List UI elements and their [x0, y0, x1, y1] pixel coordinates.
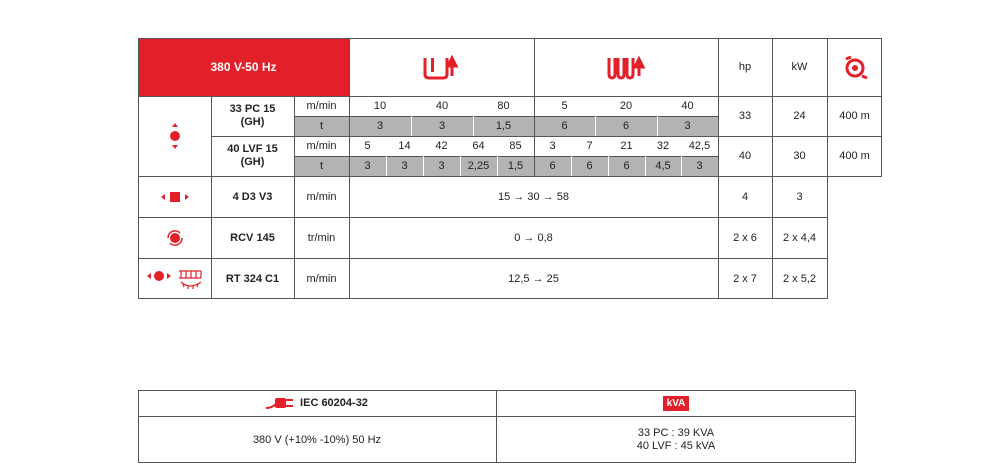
- hoist1-load-b1: 6: [534, 116, 595, 136]
- grid-line: [497, 156, 498, 176]
- hoist2-kw: 30: [793, 150, 806, 162]
- grid-line: [645, 156, 646, 176]
- hoist2-speed-a3: 42: [435, 140, 448, 152]
- travel-kw: 3: [796, 190, 803, 203]
- hoist1-speed-b1: 5: [561, 100, 568, 112]
- trolley-unit: m/min: [306, 272, 337, 285]
- hoist1-cable: 400 m: [839, 110, 870, 122]
- hoist2-speed-b1: 3: [549, 140, 556, 152]
- travel-speeds: 15 → 30 → 58: [498, 190, 569, 203]
- grid-line: [138, 96, 882, 97]
- hoist2-load-b3: 6: [608, 156, 645, 176]
- arrow-right-icon: →: [539, 190, 557, 203]
- grid-line: [608, 156, 609, 176]
- hoist2-speed-a2: 14: [398, 140, 411, 152]
- hoist2-speed-b3: 21: [620, 140, 633, 152]
- hoist2-unit-speed: m/min: [306, 140, 337, 152]
- grid-line: [534, 38, 535, 176]
- hoist1-speed-b2: 20: [619, 100, 633, 112]
- multi-hoist-lifting-header: [534, 38, 718, 96]
- grid-line: [718, 38, 719, 299]
- hoist2-load-b4: 4,5: [645, 156, 681, 176]
- power-supply: 380 V (+10% -10%) 50 Hz: [252, 433, 382, 446]
- kva-header: [496, 390, 856, 416]
- trolley-travel-icon: [147, 268, 203, 290]
- grid-line: [138, 416, 856, 417]
- kva-badge: kVA: [663, 396, 690, 411]
- trolley-speeds: 12,5 → 25: [508, 272, 559, 285]
- grid-line: [473, 116, 474, 136]
- travel-hp: 4: [741, 190, 749, 203]
- hoist1-load-a2: 3: [411, 116, 473, 136]
- grid-line: [423, 156, 424, 176]
- kw-header: kW: [791, 61, 808, 73]
- hoist2-load-a2: 3: [386, 156, 423, 176]
- grid-line: [138, 298, 827, 299]
- rotation-model: RCV 145: [230, 231, 275, 244]
- grid-line: [349, 38, 350, 299]
- hoist1-load-b2: 6: [595, 116, 657, 136]
- rotation-hp: 2 x 6: [733, 231, 757, 244]
- grid-line: [657, 116, 658, 136]
- grid-line: [138, 390, 856, 391]
- arrow-right-icon: →: [529, 272, 547, 285]
- grid-line: [460, 156, 461, 176]
- hoist2-load-b5: 3: [681, 156, 718, 176]
- grid-line: [855, 390, 856, 463]
- grid-line: [138, 217, 827, 218]
- hoist2-cable: 400 m: [839, 150, 870, 162]
- grid-line: [138, 38, 139, 299]
- grid-line: [211, 136, 882, 137]
- hoist2-speed-a1: 5: [364, 140, 371, 152]
- spec-table: [138, 38, 882, 299]
- multi-hoist-lifting-icon: [606, 54, 646, 80]
- hoist2-model: 40 LVF 15 (GH): [227, 143, 278, 168]
- grid-line: [294, 116, 718, 117]
- hoist1-load-b3: 3: [657, 116, 718, 136]
- power-standard-header: IEC 60204-32: [138, 390, 496, 416]
- rotation-icon-cell: [138, 217, 211, 258]
- hoist2-unit-load: t: [294, 156, 349, 176]
- grid-line: [138, 390, 139, 463]
- trolley-model: RT 324 C1: [225, 272, 280, 285]
- arrow-right-icon: →: [520, 231, 538, 244]
- hoist1-load-a1: 3: [349, 116, 411, 136]
- voltage-header: 380 V-50 Hz: [138, 38, 349, 96]
- grid-line: [294, 156, 718, 157]
- kva-values: 33 PC : 39 KVA 40 LVF : 45 kVA: [636, 426, 716, 452]
- rotation-icon: [166, 229, 184, 247]
- travel-icon-cell: [138, 176, 211, 217]
- hoist-lifting-icon: [422, 54, 462, 80]
- grid-line: [386, 156, 387, 176]
- hoist2-load-b2: 6: [571, 156, 608, 176]
- hoist2-speed-a4: 64: [472, 140, 485, 152]
- grid-line: [138, 462, 856, 463]
- hoist2-speed-b4: 32: [656, 140, 670, 152]
- horizontal-travel-icon: [161, 191, 189, 203]
- power-table: [138, 390, 856, 463]
- hoist2-speed-b5: 42,5: [688, 140, 711, 152]
- cable-reel-icon: [842, 54, 868, 80]
- grid-line: [571, 156, 572, 176]
- hoist1-speed-a3: 80: [497, 100, 510, 112]
- arrow-right-icon: →: [510, 190, 528, 203]
- hoist1-speed-a2: 40: [435, 100, 449, 112]
- hoist1-load-a3: 1,5: [473, 116, 534, 136]
- rotation-speeds: 0 → 0,8: [514, 231, 553, 244]
- grid-line: [595, 116, 596, 136]
- hoist2-speed-b2: 7: [586, 140, 593, 152]
- hoist1-unit-speed: m/min: [306, 100, 337, 112]
- travel-model: 4 D3 V3: [232, 190, 273, 203]
- cable-header: [827, 38, 882, 96]
- grid-line: [772, 38, 773, 299]
- trolley-hp: 2 x 7: [733, 272, 757, 285]
- vertical-movement-icon: [168, 123, 182, 149]
- hoist-icon-cell: [138, 96, 211, 176]
- rotation-kw: 2 x 4,4: [782, 231, 817, 244]
- grid-line: [681, 156, 682, 176]
- hoist2-load-a3: 3: [423, 156, 460, 176]
- rotation-unit: tr/min: [307, 231, 336, 244]
- hoist2-load-a5: 1,5: [497, 156, 534, 176]
- grid-line: [294, 96, 295, 299]
- power-plug-icon: [266, 396, 294, 410]
- travel-unit: m/min: [306, 190, 337, 203]
- hoist1-speed-b3: 40: [681, 100, 694, 112]
- hoist2-hp: 40: [738, 150, 752, 162]
- hoist2-speed-a5: 85: [509, 140, 522, 152]
- hoist2-load-a4: 2,25: [460, 156, 497, 176]
- hoist1-speed-a1: 10: [373, 100, 387, 112]
- hoist1-kw: 24: [793, 110, 806, 122]
- hoist1-unit-load: t: [294, 116, 349, 136]
- hp-header: hp: [738, 61, 752, 73]
- hoist-lifting-header: [349, 38, 534, 96]
- grid-line: [211, 96, 212, 299]
- grid-line: [138, 258, 827, 259]
- grid-line: [496, 390, 497, 463]
- hoist1-model: 33 PC 15 (GH): [229, 103, 276, 128]
- grid-line: [827, 38, 828, 299]
- grid-line: [411, 116, 412, 136]
- trolley-icon-cell: [138, 258, 211, 299]
- hoist2-load-b1: 6: [534, 156, 571, 176]
- grid-line: [138, 176, 882, 177]
- hoist1-hp: 33: [738, 110, 752, 122]
- grid-line: [138, 38, 882, 39]
- trolley-kw: 2 x 5,2: [782, 272, 817, 285]
- hoist2-load-a1: 3: [349, 156, 386, 176]
- grid-line: [881, 38, 882, 177]
